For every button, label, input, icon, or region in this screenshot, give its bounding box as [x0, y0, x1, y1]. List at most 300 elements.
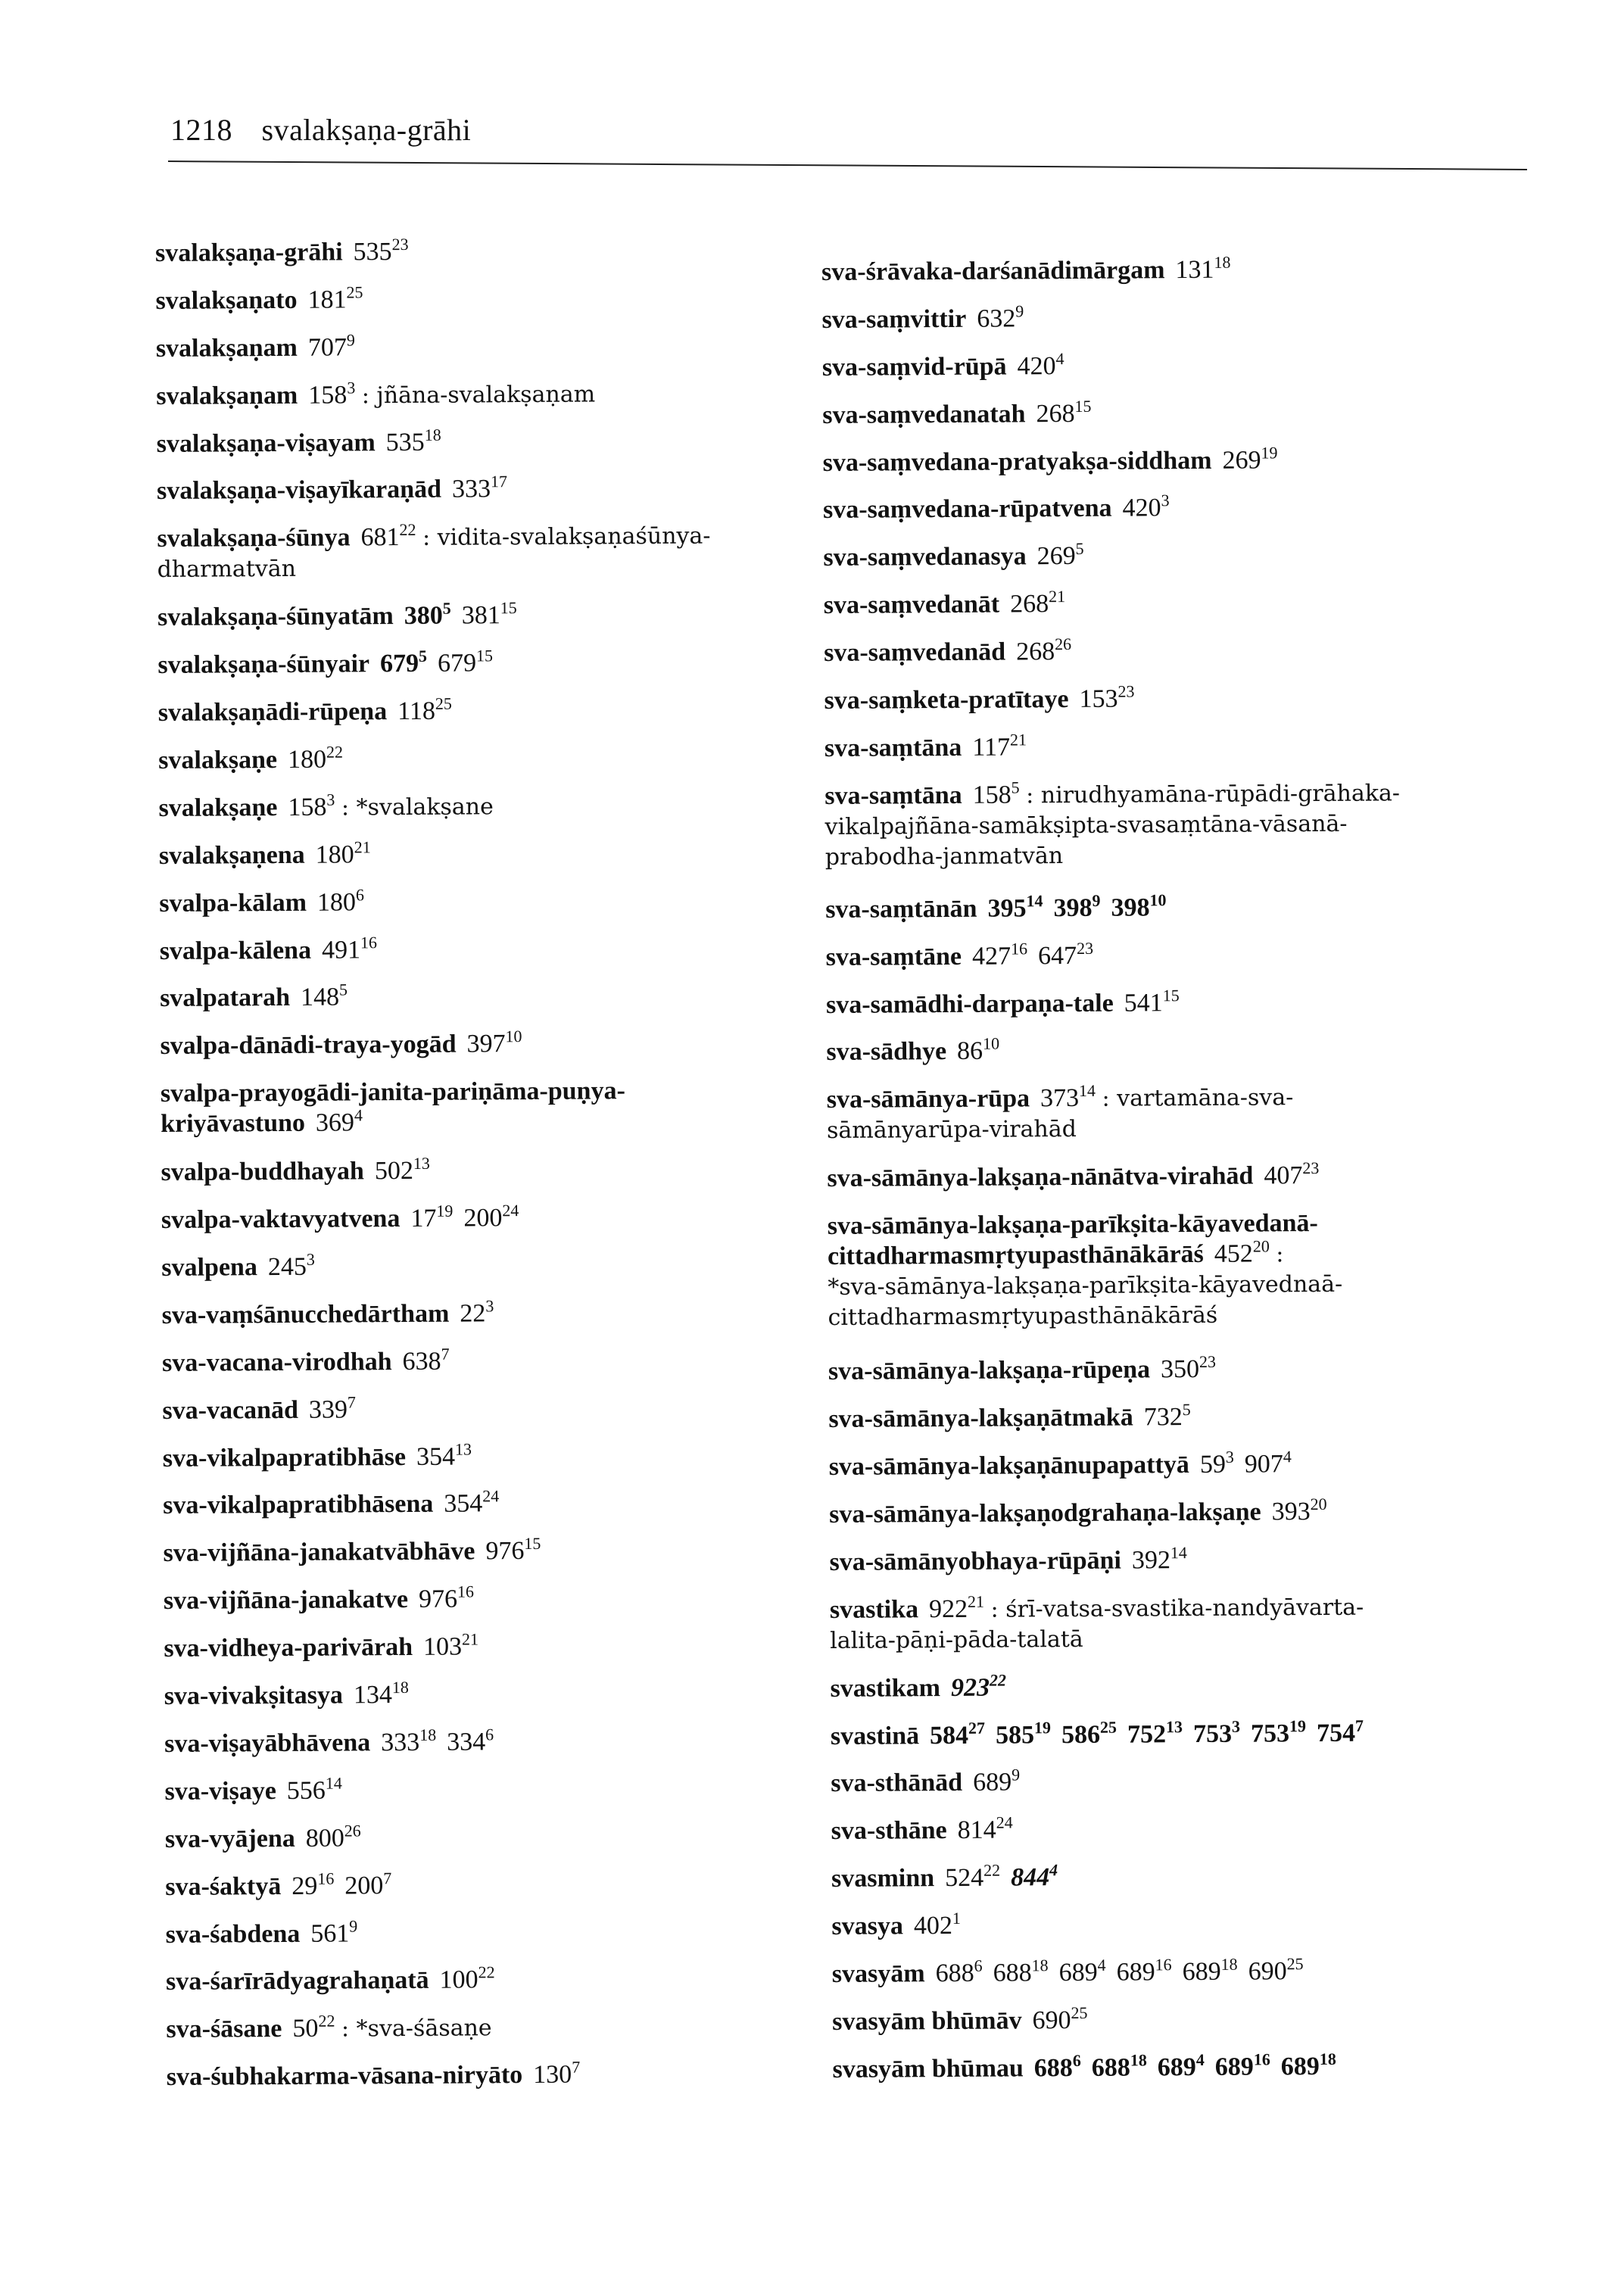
index-entry: [159, 837, 871, 889]
line-number: 21: [461, 1629, 479, 1649]
entry-headword: sva-vyājena: [164, 1824, 295, 1853]
index-entry: [157, 520, 869, 603]
line-number: 14: [1078, 1081, 1096, 1101]
line-number: 5: [418, 647, 428, 666]
line-number: 5: [1011, 778, 1020, 797]
entry-note-continuation: sāmānyarūpa-virahād: [826, 1116, 1077, 1145]
page-reference: $585^{19}$: [995, 1717, 1052, 1750]
entry-headword: svalpa-buddhayah: [161, 1157, 365, 1187]
page-reference: $584^{27}$: [929, 1718, 986, 1750]
line-number: 16: [317, 1869, 335, 1888]
entry-headword: sva-sāmānyobhaya-rūpāṇi: [829, 1546, 1122, 1576]
running-title: svalakṣaṇa-grāhi: [261, 113, 472, 147]
entry-note-continuation: cittadharmasmṛtyupasthānākārāś: [828, 1302, 1218, 1332]
index-entry: [822, 396, 1534, 448]
page-reference: $402^1$: [913, 1909, 961, 1940]
index-entry: [824, 586, 1535, 638]
page-reference: $561^9$: [310, 1915, 358, 1948]
line-number: 26: [344, 1821, 361, 1840]
line-number: 5: [442, 598, 451, 619]
line-number: 9: [346, 330, 355, 350]
line-number: 22: [989, 1670, 1007, 1690]
entry-headword: svalakṣaṇa-viṣayam: [156, 428, 376, 458]
line-number: 18: [1031, 1956, 1049, 1975]
page-reference: $268^{15}$: [1036, 396, 1092, 428]
index-entry: [163, 1535, 874, 1587]
line-number: 9: [1011, 1765, 1021, 1784]
entry-note: : nirudhyamāna-rūpādi-grāhaka-: [1026, 780, 1401, 809]
page-reference: $800^{26}$: [305, 1821, 361, 1853]
page-reference: $922^{21}$: [928, 1591, 985, 1623]
entry-headword-continuation: kriyāvastuno: [161, 1109, 306, 1139]
index-entry: [828, 1207, 1540, 1357]
entry-headword: sva-vivakṣitasya: [164, 1681, 344, 1711]
line-number: 4: [1097, 1955, 1106, 1975]
entry-headword: sva-vijñāna-janakatve: [163, 1585, 409, 1616]
page-reference: $907^4$: [1244, 1447, 1292, 1479]
entry-headword: svalakṣaṇa-grāhi: [155, 238, 343, 267]
line-number: 18: [424, 425, 441, 444]
index-entry: [824, 634, 1535, 686]
entry-headword: svalakṣaṇa-śūnya: [157, 523, 351, 553]
page-reference: $268^{26}$: [1016, 634, 1072, 666]
index-entry: [164, 1629, 875, 1682]
line-number: 21: [1009, 730, 1027, 750]
page-reference: $689^{16}$: [1116, 1955, 1172, 1987]
page-reference: $373^{14}$: [1040, 1081, 1096, 1113]
entry-headword: sva-viṣayābhāvena: [164, 1728, 371, 1758]
line-number: 19: [1289, 1716, 1307, 1735]
page-reference: $844^4$: [1011, 1860, 1058, 1892]
page-reference: $29^{16}$: [291, 1869, 335, 1900]
page-reference: $923^{22}$: [950, 1670, 1007, 1702]
page-reference: $333^{17}$: [451, 472, 508, 504]
index-entry: [823, 491, 1535, 544]
page-reference: $632^9$: [977, 301, 1024, 333]
entry-headword: svalpena: [161, 1253, 258, 1283]
line-number: 10: [982, 1034, 1000, 1054]
line-number: 3: [347, 378, 356, 397]
line-number: 18: [1319, 2049, 1336, 2068]
index-entry: [166, 1963, 877, 2015]
page-reference: $158^5$: [972, 778, 1020, 809]
entry-headword: svasyām bhūmau: [832, 2054, 1024, 2084]
page-reference: $524^{22}$: [945, 1860, 1001, 1893]
entry-headword: sva-sāmānya-lakṣaṇānupapattyā: [828, 1451, 1189, 1482]
entry-headword: sva-vaṃśānucchedārtham: [161, 1299, 450, 1329]
entry-headword: sva-sāmānya-lakṣaṇodgrahaṇa-lakṣaṇe: [829, 1498, 1261, 1529]
page-reference: $148^5$: [300, 980, 348, 1012]
entry-headword: sva-śabdena: [165, 1919, 301, 1949]
page-reference: $753^3$: [1192, 1716, 1241, 1748]
entry-headword: svalpa-kālam: [159, 888, 307, 918]
page-reference: $180^{21}$: [315, 837, 371, 869]
line-number: 13: [413, 1154, 430, 1173]
index-entry: [158, 693, 870, 746]
entry-note-continuation: dharmatvān: [157, 556, 297, 584]
page-reference: $586^{25}$: [1061, 1717, 1117, 1749]
line-number: 15: [524, 1534, 541, 1554]
line-number: 22: [983, 1860, 1001, 1880]
line-number: 23: [1199, 1352, 1217, 1372]
entry-headword: sva-saṃvedana-rūpatvena: [822, 494, 1112, 525]
page-reference: $688^{18}$: [1091, 2050, 1147, 2082]
page-reference: $130^7$: [533, 2057, 581, 2090]
entry-headword: sva-saṃvedanatah: [822, 400, 1026, 429]
entry-headword: sva-vacana-virodhah: [161, 1347, 392, 1377]
line-number: 3: [1161, 491, 1170, 510]
line-number: 1: [952, 1909, 961, 1928]
page-reference: $200^7$: [344, 1868, 392, 1900]
line-number: 21: [354, 837, 371, 857]
line-number: 18: [1220, 1954, 1238, 1974]
index-entry: [831, 1717, 1542, 1769]
line-number: 15: [500, 598, 517, 618]
index-entry: [821, 253, 1533, 305]
page-reference: $420^3$: [1122, 491, 1170, 523]
page-reference: $556^{14}$: [286, 1773, 342, 1805]
index-entry: [160, 932, 871, 984]
page-reference: $354^{13}$: [416, 1439, 472, 1471]
index-entry: [826, 938, 1538, 990]
entry-headword: svalpa-dānādi-traya-yogād: [160, 1030, 457, 1061]
page-reference: $689^4$: [1058, 1955, 1106, 1987]
entry-continuation: [827, 1236, 1539, 1272]
page-reference: $381^{15}$: [461, 598, 517, 630]
page-reference: $86^{10}$: [957, 1034, 1000, 1066]
index-entry: [829, 1495, 1541, 1548]
index-entry: [822, 348, 1534, 401]
line-number: 6: [1072, 2050, 1081, 2070]
index-entry: [829, 1448, 1541, 1500]
line-number: 24: [482, 1486, 500, 1506]
line-number: 25: [1099, 1717, 1117, 1737]
page-reference: $50^{22}$: [292, 2011, 335, 2043]
entry-headword: sva-vikalpapratibhāse: [162, 1442, 407, 1473]
line-number: 17: [490, 472, 508, 491]
index-entry: [157, 472, 868, 525]
index-entry: [165, 1820, 877, 1872]
entry-headword: sva-sthāne: [831, 1816, 947, 1846]
page-reference: $690^{25}$: [1032, 2003, 1088, 2035]
index-entry: [831, 1765, 1542, 1817]
entry-headword: svalpa-prayogādi-janita-pariṇāma-puṇya-: [160, 1077, 625, 1108]
line-number: 25: [1071, 2003, 1088, 2022]
line-number: 7: [441, 1344, 450, 1364]
entry-headword: sva-śāsane: [166, 2015, 282, 2044]
entry-note: : *svalakṣane: [341, 793, 494, 821]
entry-headword: svalakṣaṇam: [155, 333, 298, 363]
line-number: 3: [1231, 1716, 1241, 1736]
entry-headword: sva-śaktyā: [165, 1872, 282, 1901]
line-number: 16: [1010, 939, 1028, 958]
index-entry: [160, 1027, 871, 1080]
index-entry: [824, 729, 1536, 781]
entry-headword: svasyām: [831, 1959, 925, 1989]
entry-note-continuation: *sva-sāmānya-lakṣaṇa-parīkṣita-kāyavednaā-: [828, 1271, 1343, 1301]
index-entry: [824, 777, 1537, 895]
page-reference: $753^{19}$: [1250, 1716, 1307, 1748]
line-number: 24: [502, 1201, 519, 1220]
index-entry: [158, 789, 870, 841]
line-number: 5: [1075, 539, 1084, 559]
line-number: 20: [1310, 1494, 1327, 1514]
line-number: 13: [1165, 1716, 1183, 1736]
entry-headword: svalakṣaṇe: [158, 746, 278, 775]
page-reference: $200^{24}$: [463, 1201, 519, 1233]
entry-headword: sva-śarīrādyagrahaṇatā: [165, 1966, 429, 1996]
page-reference: $395^{14}$: [987, 891, 1043, 923]
index-entry: [159, 884, 871, 937]
line-number: 25: [435, 693, 452, 713]
entry-headword: svalakṣaṇādi-rūpeṇa: [157, 697, 388, 728]
page-reference: $117^{21}$: [972, 730, 1027, 762]
entry-note: : vartamāna-sva-: [1102, 1084, 1294, 1113]
page-reference: $420^4$: [1017, 348, 1064, 381]
index-entry: [162, 1344, 874, 1396]
index-entry: [821, 301, 1533, 353]
line-number: 7: [572, 2057, 581, 2077]
left-column: [155, 234, 878, 2110]
page-reference: $22^3$: [460, 1296, 494, 1328]
entry-note: : jñāna-svalakṣaṇam: [361, 381, 596, 410]
line-number: 19: [436, 1201, 454, 1220]
page-reference: $688^6$: [1033, 2050, 1081, 2083]
index-entry: [832, 1955, 1544, 2007]
line-number: 23: [1076, 938, 1094, 958]
index-entry: [161, 1074, 873, 1158]
entry-headword: svastinā: [830, 1721, 920, 1750]
index-entry: [161, 1153, 872, 1205]
line-number: 19: [1033, 1717, 1052, 1737]
line-number: 22: [399, 520, 416, 540]
page-reference: $350^{23}$: [1160, 1352, 1217, 1384]
index-entry: [831, 1812, 1543, 1865]
page-reference: $689^{18}$: [1280, 2049, 1336, 2081]
page-reference: $976^{15}$: [485, 1534, 541, 1566]
index-entry: [828, 1400, 1540, 1452]
page-reference: $397^{10}$: [466, 1027, 522, 1058]
page-reference: $398^9$: [1053, 890, 1101, 922]
index-entry: [164, 1677, 876, 1729]
line-number: 15: [1074, 396, 1092, 416]
page-reference: $180^{22}$: [287, 742, 344, 774]
entry-headword: sva-sthānād: [831, 1769, 963, 1798]
page-reference: $134^{18}$: [353, 1678, 409, 1710]
page-reference: $707^9$: [307, 330, 355, 362]
page-reference: $502^{13}$: [374, 1154, 430, 1186]
line-number: 4: [1055, 348, 1064, 368]
line-number: 22: [326, 742, 344, 762]
page-reference: $269^5$: [1036, 539, 1084, 571]
line-number: 25: [346, 282, 363, 302]
entry-headword: sva-saṃvittir: [821, 304, 967, 334]
entry-headword: svalakṣaṇa-śūnyatām: [157, 602, 394, 632]
entry-headword: svalpatarah: [160, 983, 291, 1013]
entry-headword: sva-viṣaye: [164, 1776, 276, 1806]
page-reference: $59^3$: [1199, 1447, 1234, 1479]
entry-headword: sva-sāmānya-lakṣaṇātmakā: [828, 1403, 1133, 1434]
page-reference: $689^4$: [1157, 2049, 1205, 2082]
page-reference: $681^{22}$: [360, 520, 416, 552]
page-reference: $976^{16}$: [418, 1582, 475, 1614]
page-reference: $180^6$: [316, 885, 364, 917]
page-reference: $158^3$: [308, 378, 356, 410]
line-number: 3: [326, 790, 335, 809]
page-reference: $380^5$: [404, 598, 451, 631]
entry-headword: sva-saṃvedana-pratyakṣa-siddham: [822, 446, 1212, 477]
running-head: [170, 112, 471, 148]
line-number: 18: [419, 1725, 437, 1744]
index-entry: [823, 539, 1535, 591]
line-number: 23: [391, 234, 409, 254]
line-number: 5: [338, 980, 348, 1000]
entry-headword: sva-saṃtānān: [825, 894, 977, 924]
page-reference: $17^{19}$: [410, 1201, 454, 1233]
entry-headword: sva-saṃvid-rūpā: [821, 352, 1007, 382]
index-entry: [157, 599, 869, 651]
entry-headword: sva-saṃketa-pratītaye: [824, 685, 1069, 715]
entry-headword: sva-sāmānya-lakṣaṇa-nānātva-virahād: [827, 1161, 1254, 1193]
line-number: 6: [974, 1956, 983, 1975]
index-entry: [827, 1160, 1538, 1212]
entry-headword: svalakṣaṇa-viṣayīkaraṇād: [156, 475, 442, 506]
line-number: 15: [475, 646, 494, 665]
line-number: 23: [1117, 681, 1135, 701]
index-entry: [825, 890, 1537, 943]
page-reference: $491^{16}$: [321, 932, 378, 965]
page-reference: $541^{15}$: [1124, 985, 1180, 1018]
page-reference: $392^{14}$: [1131, 1542, 1187, 1575]
line-number: 6: [355, 885, 364, 905]
entry-headword: sva-saṃtāna: [824, 733, 962, 762]
line-number: 4: [1049, 1860, 1058, 1880]
page-reference: $688^{18}$: [993, 1956, 1049, 1987]
page-reference: $679^{15}$: [437, 646, 494, 678]
line-number: 21: [1049, 587, 1066, 606]
index-entry: [826, 1033, 1538, 1086]
entry-note: : śrī-vatsa-svastika-nandyāvarta-: [990, 1594, 1364, 1623]
line-number: 10: [1149, 890, 1167, 910]
index-entry: [163, 1439, 874, 1491]
index-entry: [831, 1859, 1543, 1912]
right-column: [821, 253, 1545, 2102]
page-reference: $118^{25}$: [397, 693, 452, 726]
entry-note: : vidita-svalakṣaṇaśūnya-: [422, 522, 711, 552]
entry-headword: sva-vikalpapratibhāsena: [163, 1490, 434, 1520]
line-number: 7: [1354, 1716, 1364, 1735]
entry-headword: svalakṣaṇa-śūnyair: [157, 650, 370, 680]
line-number: 18: [391, 1678, 409, 1697]
line-number: 24: [996, 1812, 1013, 1833]
page-number: 1218: [170, 113, 232, 147]
entry-note-continuation: prabodha-janmatvān: [824, 842, 1064, 871]
line-number: 26: [1054, 634, 1072, 654]
line-number: 9: [349, 1915, 358, 1935]
index-entry: [164, 1725, 876, 1777]
entry-headword: sva-śubhakarma-vāsana-niryāto: [166, 2061, 523, 2092]
index-entry: [830, 1591, 1542, 1674]
page-reference: $647^{23}$: [1037, 938, 1094, 970]
index-entry: [823, 444, 1535, 496]
line-number: 4: [1283, 1447, 1292, 1466]
page-reference: $245^3$: [267, 1249, 315, 1282]
line-number: 22: [318, 2011, 335, 2031]
entry-headword: sva-samādhi-darpaṇa-tale: [825, 989, 1114, 1019]
page-reference: $689^{16}$: [1214, 2049, 1270, 2081]
line-number: 9: [1092, 890, 1101, 910]
page-reference: $535^{23}$: [353, 234, 409, 266]
page-reference: $732^5$: [1143, 1400, 1191, 1432]
line-number: 23: [1302, 1158, 1320, 1178]
entry-headword: sva-saṃtāne: [825, 942, 962, 971]
page-reference: $393^{20}$: [1271, 1494, 1327, 1526]
index-entry: [157, 425, 868, 477]
index-entry: [165, 1868, 877, 1920]
line-number: 25: [1286, 1954, 1304, 1974]
line-number: 16: [1253, 2049, 1270, 2069]
header-rule: [168, 161, 1527, 170]
index-entry: [158, 741, 870, 793]
entry-headword: svalpa-kālena: [159, 936, 312, 965]
index-entry: [162, 1392, 874, 1444]
entry-headword: sva-vidheya-parivārah: [164, 1633, 413, 1663]
page-reference: $131^{18}$: [1175, 252, 1231, 285]
line-number: 5: [1182, 1400, 1191, 1420]
line-number: 3: [306, 1249, 315, 1269]
index-entry: [161, 1248, 873, 1301]
line-number: 16: [1155, 1955, 1172, 1975]
line-number: 16: [360, 932, 378, 952]
line-number: 3: [1225, 1447, 1234, 1466]
index-entry: [828, 1352, 1540, 1404]
page-reference: $754^7$: [1316, 1716, 1364, 1747]
line-number: 19: [1261, 442, 1278, 463]
index-entry: [157, 646, 869, 698]
index-entry: [160, 980, 871, 1032]
line-number: 20: [1252, 1236, 1270, 1256]
page-reference: $181^{25}$: [307, 282, 363, 314]
line-number: 27: [968, 1718, 986, 1738]
entry-headword: svasyām bhūmāv: [832, 2006, 1022, 2036]
line-number: 4: [354, 1105, 363, 1125]
entry-headword: sva-vacanād: [162, 1395, 299, 1425]
page-reference: $354^{24}$: [444, 1486, 500, 1519]
page-reference: $369^4$: [315, 1105, 363, 1137]
index-entry: [830, 1669, 1541, 1722]
entry-headword: sva-saṃvedanāt: [823, 590, 1000, 620]
entry-headword: svalakṣaṇe: [158, 793, 278, 822]
index-entry: [156, 377, 868, 429]
page-reference: $679^5$: [379, 647, 428, 678]
entry-headword: sva-sāmānya-lakṣaṇa-rūpeṇa: [828, 1355, 1151, 1386]
page-reference: $688^6$: [935, 1956, 983, 1988]
line-number: 7: [383, 1868, 392, 1887]
index-entry: [161, 1201, 873, 1253]
index-entry: [163, 1487, 874, 1539]
entry-headword: svalakṣaṇam: [156, 381, 298, 410]
page-reference: $814^{24}$: [957, 1812, 1013, 1845]
index-entry: [166, 1915, 877, 1968]
entry-headword: sva-śrāvaka-darśanādimārgam: [821, 256, 1165, 286]
index-entry: [164, 1582, 875, 1634]
page-reference: $398^{10}$: [1111, 890, 1167, 922]
line-number: 21: [967, 1591, 985, 1611]
entry-continuation: [161, 1105, 872, 1139]
line-number: 22: [478, 1962, 495, 1982]
page-reference: $100^{22}$: [439, 1962, 495, 1995]
index-entry: [167, 2058, 878, 2110]
